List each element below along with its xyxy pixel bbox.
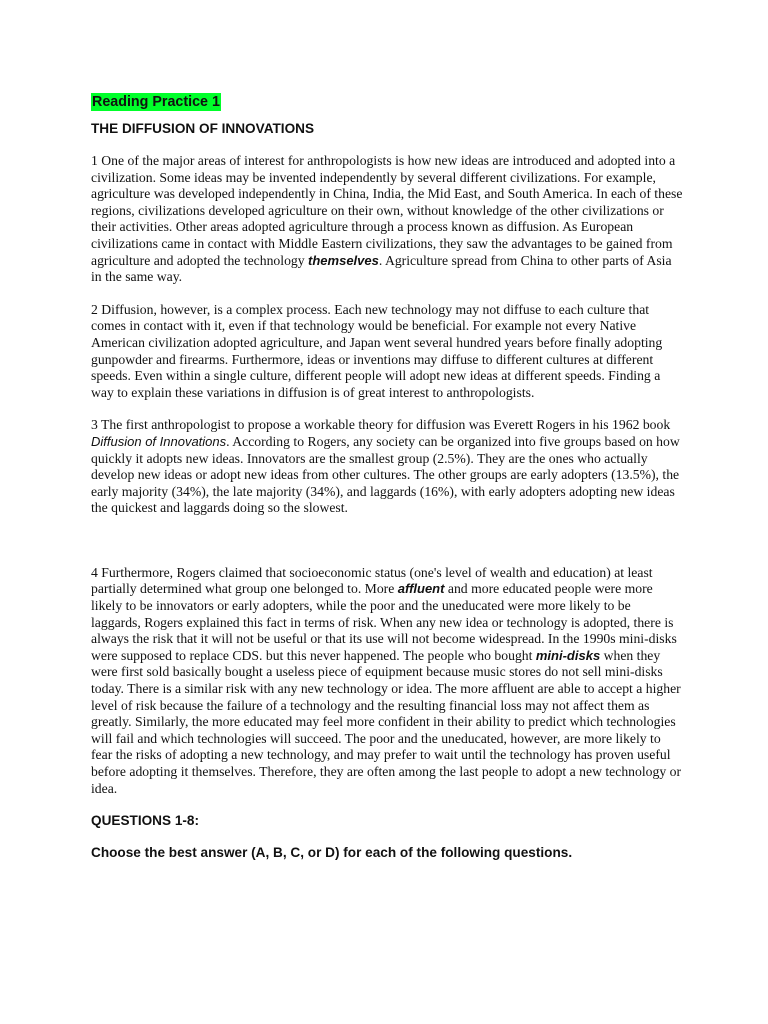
paragraph-4-text-a: 4 Furthermore, Rogers claimed that socioeconomic status (one's level of wealth and education) at least partially determined what group one belonged to. More: [91, 564, 653, 597]
emphasis-themselves: themselves: [308, 252, 379, 268]
paragraph-1-text-a: 1 One of the major areas of interest for anthropologists is how new ideas are introduced and adopted into a civilization. Some ideas may be invented independently by several different civilizations. For example, agriculture was developed independently in China, India, the Mid East, and South America. In each of these regions, civilizations developed agriculture on their own, without knowledge of the other civilizations or their activities. Other areas adopted agriculture through a process known as diffusion. As European civilizations came in contact with Middle Eastern civilizations, they saw the advantages to be gained from agriculture and adopted the technology: [91, 153, 683, 268]
paragraph-1-text-b: . Agriculture spread from China to other parts of Asia in the same way.: [91, 252, 672, 285]
paragraph-3-text-a: 3 The first anthropologist to propose a workable theory for diffusion was Everett Rogers in his 1962 book: [91, 417, 671, 433]
paragraph-2: 2 Diffusion, however, is a complex process. Each new technology may not diffuse to each culture that comes in contact with it, even if that technology would be beneficial. For example not every Native American civilization adopted agriculture, and Japan went several hundred years before finally adopting gunpowder and firearms. Furthermore, ideas or inventions may diffuse to different cultures at different speeds. Even within a single culture, different people will adopt new ideas at different speeds. Finding a way to explain these variations in diffusion is of great interest to anthropologists.: [91, 301, 663, 400]
paragraph-4-text-b: and more educated people were more likely to be innovators or early adopters, while the poor and the uneducated were more likely to be laggards, Rogers explained this fact in terms of risk. When any new idea or technology is adopted, there is always the risk that it will not be useful or that its use will not become widespread. In the 1990s mini-disks were supposed to replace CDS. but this never happened. The people who bought: [91, 581, 677, 663]
paragraph-1: [91, 153, 683, 286]
book-title: Diffusion of Innovations: [91, 433, 227, 449]
paragraph-4-text-c: when they were first sold basically bought a useless piece of equipment because music stores do not sell mini-disks today. There is a similar risk with any new technology or idea. The more affluent are able to accept a higher level of risk because the failure of a technology and the resulting financial loss may not affect them as greatly. Similarly, the more educated may feel more confident in their ability to predict which technologies will fail and which technologies will succeed. The poor and the uneducated, however, are more likely to fear the risks of adopting a new technology, and may prefer to wait until the technology has proven useful before adopting it themselves. Therefore, they are often among the last people to adopt a new technology or idea.: [91, 647, 682, 796]
emphasis-mini-disks: mini-disks: [535, 647, 601, 663]
emphasis-affluent: affluent: [397, 581, 445, 597]
questions-instruction: Choose the best answer (A, B, C, or D) for each of the following questions.: [91, 845, 573, 861]
paragraph-3-text-b: . According to Rogers, any society can be organized into five groups based on how quickly it adopts new ideas. Innovators are the smallest group (2.5%). They are the ones who actually develop new ideas or adopt new ideas from other cultures. The other groups are early adopters (13.5%), the early majority (34%), the late majority (34%), and laggards (16%), with early adopters adopting new ideas the quickest and laggards doing so the slowest.: [91, 433, 680, 516]
questions-title: QUESTIONS 1-8:: [91, 813, 200, 829]
heading-highlight: Reading Practice 1: [92, 94, 220, 110]
document-page: [91, 93, 683, 862]
article-title: THE DIFFUSION OF INNOVATIONS: [91, 121, 315, 136]
reading-practice-heading: [91, 93, 683, 111]
paragraph-3: [91, 417, 683, 517]
paragraph-4: [91, 565, 683, 797]
